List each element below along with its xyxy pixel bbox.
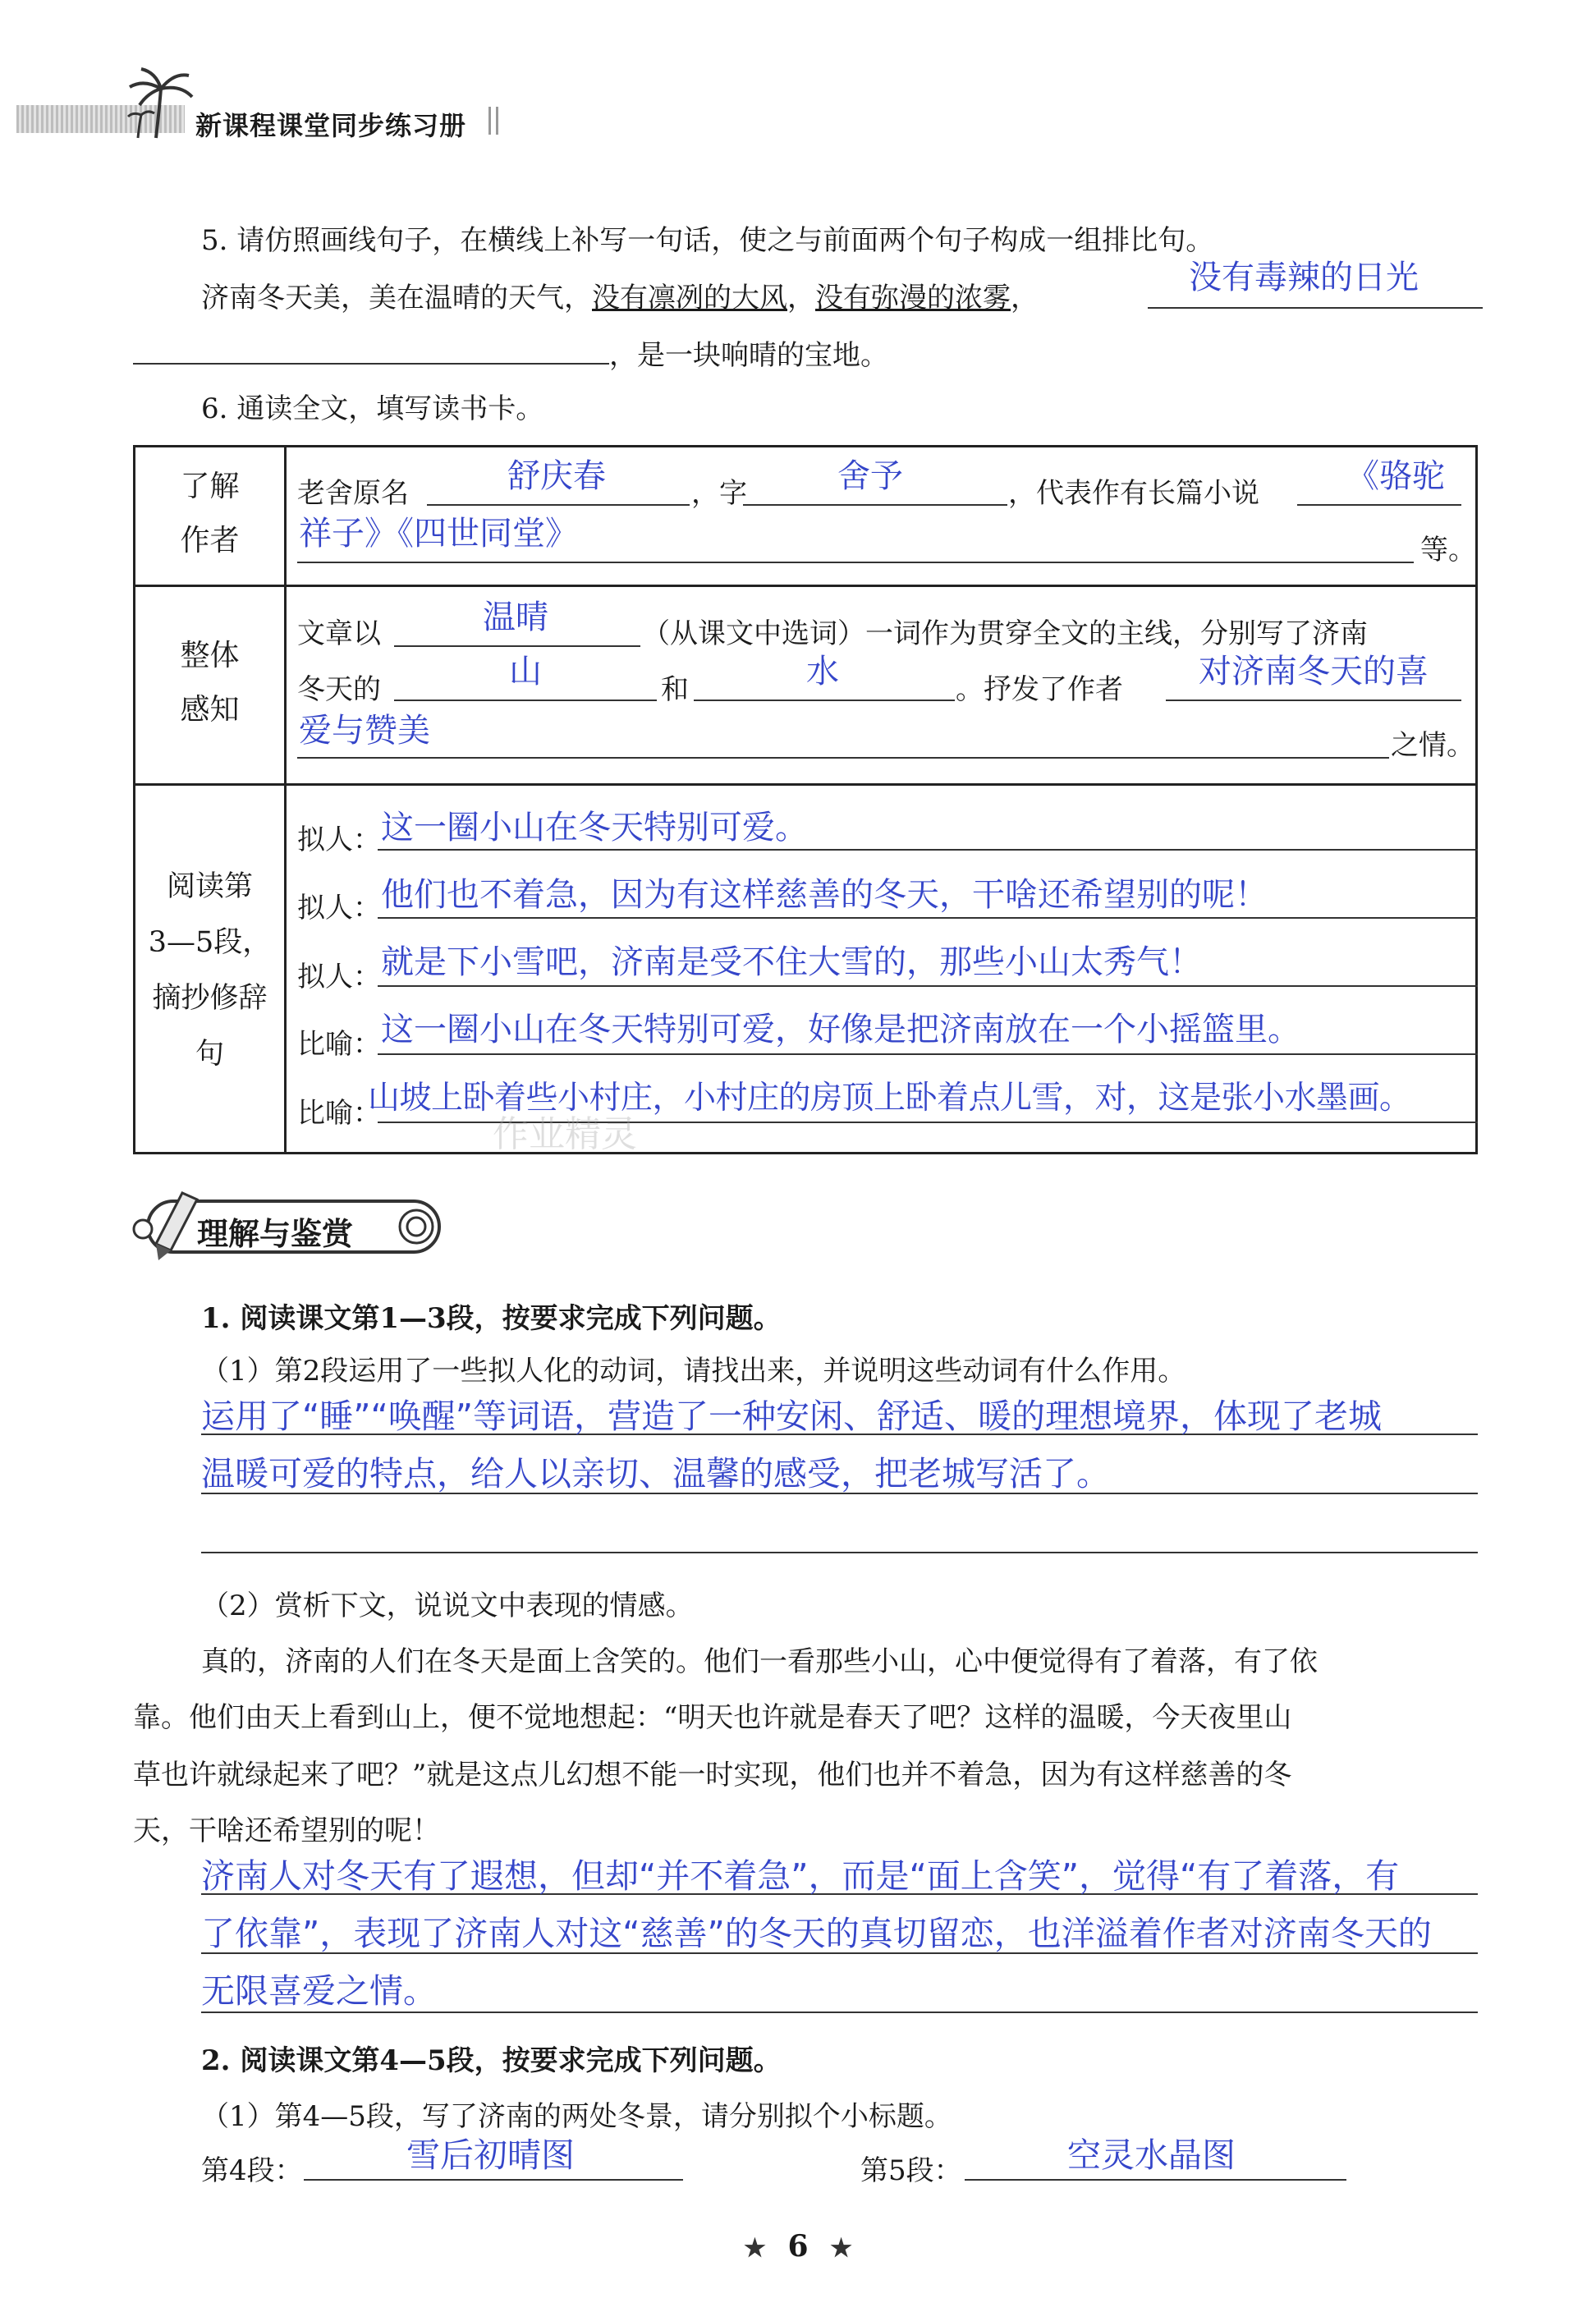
rhetoric-type: 拟人：: [297, 823, 381, 856]
blank-line: [1166, 700, 1461, 701]
passage-line: 草也许就绿起来了吧？”就是这点儿幻想不能一时实现，他们也并不着急，因为有这样慈善的冬: [133, 1759, 1292, 1791]
q5-underlined-1: 没有凛冽的大风: [592, 282, 787, 314]
q5-comma: ，: [1011, 282, 1039, 314]
u1-a2-line: 无限喜爱之情。: [201, 1971, 437, 2011]
star-icon: ★: [830, 2234, 852, 2263]
row2-text6: 之情。: [1391, 729, 1474, 762]
q5-text-a: 济南冬天美，美在温晴的天气，: [201, 282, 592, 314]
blank-line: [1297, 504, 1461, 506]
header-tick: [496, 107, 498, 135]
table-divider: [133, 783, 1478, 786]
answer-line: [965, 2179, 1346, 2181]
rhetoric-sentence: 这一圈小山在冬天特别可爱。: [381, 809, 808, 846]
watermark: 作业精灵: [493, 1113, 637, 1155]
row1-answer-work-cont: 祥子》《四世同堂》: [299, 515, 578, 553]
row1-answer-zi: 舍予: [837, 457, 903, 495]
rhetoric-type: 拟人：: [297, 892, 381, 924]
row1-text3: ，代表作有长篇小说: [1008, 477, 1259, 510]
q6-prompt: 6. 通读全文，填写读书卡。: [201, 392, 544, 425]
rhetoric-type: 比喻：: [297, 1097, 381, 1130]
blank-line: [297, 757, 1389, 759]
row1-answer-name: 舒庆春: [507, 457, 606, 495]
q5-line2-end: ，是一块响晴的宝地。: [609, 339, 888, 372]
rhetoric-sentence: 就是下小雪吧，济南是受不住大雪的，那些小山太秀气！: [381, 943, 1202, 981]
answer-line: [201, 1552, 1478, 1553]
label-line: 阅读第: [166, 870, 253, 903]
label-line: 摘抄修辞: [152, 982, 268, 1015]
table-divider: [284, 445, 287, 1154]
u1-a2-line: 了依靠”，表现了济南人对这“慈善”的冬天的真切留恋，也洋溢着作者对济南冬天的: [201, 1914, 1432, 1953]
star-icon: ★: [744, 2234, 766, 2263]
u1-heading: 1. 阅读课文第1—3段，按要求完成下列问题。: [201, 1302, 782, 1335]
row1-text2: ，字: [691, 477, 747, 510]
section-title: 理解与鉴赏: [197, 1216, 354, 1252]
row2-text3: 冬天的: [297, 673, 381, 706]
blank-line: [378, 985, 1478, 987]
blank-line: [694, 700, 955, 701]
q5-answer: 没有毒辣的日光: [1189, 259, 1419, 296]
q5-comma: ，: [787, 282, 815, 314]
row2-answer-water: 水: [806, 653, 839, 690]
label-line: 句: [195, 1038, 224, 1071]
label-line: 作者: [180, 524, 240, 557]
p4-label: 第4段：: [201, 2154, 303, 2187]
blank-line: [394, 700, 657, 701]
blank-line: [378, 849, 1478, 851]
row2-answer-mountain: 山: [509, 653, 542, 690]
blank-line: [378, 917, 1478, 919]
passage-line: 靠。他们由天上看到山上，便不觉地想起：“明天也许就是春天了吧？这样的温暖，今天夜里山: [133, 1701, 1292, 1734]
row2-text5: 。抒发了作者: [956, 673, 1123, 706]
passage-line: 真的，济南的人们在冬天是面上含笑的。他们一看那些小山，心中便觉得有了着落，有了依: [201, 1645, 1318, 1678]
answer-line: [304, 2179, 683, 2181]
u2-q1: （1）第4—5段，写了济南的两处冬景，请分别拟个小标题。: [201, 2100, 952, 2133]
page-footer: [0, 2229, 1596, 2264]
q5-prompt: 5. 请仿照画线句子，在横线上补写一句话，使之与前面两个句子构成一组排比句。: [201, 224, 1214, 257]
blank-line: [378, 1053, 1478, 1055]
p4-answer: 雪后初晴图: [406, 2135, 575, 2175]
palm-tree-icon: [123, 64, 197, 142]
q5-line1: [201, 275, 1039, 315]
q5-blank-line: [1148, 307, 1483, 309]
u1-q2: （2）赏析下文，说说文中表现的情感。: [201, 1590, 694, 1622]
row2-answer-emotion-cont: 爱与赞美: [299, 712, 430, 750]
label-line: 3—5段，: [148, 926, 272, 959]
q5-blank-line-2: [133, 363, 609, 365]
p5-label: 第5段：: [860, 2154, 962, 2187]
row2-label: [135, 629, 284, 737]
blank-line: [743, 504, 1007, 506]
u1-a2-line: 济南人对冬天有了遐想，但却“并不着急”，而是“面上含笑”，觉得“有了着落，有: [201, 1856, 1400, 1896]
blank-line: [427, 504, 690, 506]
u2-heading: 2. 阅读课文第4—5段，按要求完成下列问题。: [201, 2044, 782, 2077]
row1-label: [135, 460, 284, 568]
rhetoric-type: 拟人：: [297, 961, 381, 993]
row2-answer-emotion: 对济南冬天的喜: [1199, 653, 1429, 690]
row1-answer-work: 《骆驼: [1346, 457, 1445, 495]
rhetoric-sentence: 他们也不着急，因为有这样慈善的冬天，干啥还希望别的呢！: [381, 876, 1268, 914]
header-title: 新课程课堂同步练习册: [195, 110, 467, 141]
u1-a1-line: 温暖可爱的特点，给人以亲切、温馨的感受，把老城写活了。: [201, 1454, 1110, 1493]
u1-q1: （1）第2段运用了一些拟人化的动词，请找出来，并说明这些动词有什么作用。: [201, 1355, 1186, 1388]
row1-text1: 老舍原名: [297, 477, 409, 510]
row2-answer-keyword: 温晴: [483, 599, 548, 636]
label-line: 了解: [180, 470, 240, 503]
rhetoric-type: 比喻：: [297, 1028, 381, 1061]
rhetoric-sentence: 这一圈小山在冬天特别可爱，好像是把济南放在一个小摇篮里。: [381, 1011, 1300, 1048]
table-divider: [133, 585, 1478, 587]
header-tick: [488, 107, 491, 135]
u1-a1-line: 运用了“睡”“唤醒”等词语，营造了一种安闲、舒适、暖的理想境界，体现了老城: [201, 1397, 1382, 1436]
blank-line: [297, 562, 1414, 563]
passage-line: 天，干啥还希望别的呢！: [133, 1814, 440, 1847]
q5-underlined-2: 没有弥漫的浓雾: [815, 282, 1011, 314]
page-number: 6: [787, 2229, 809, 2264]
row2-text4: 和: [661, 673, 689, 706]
row1-text4: 等。: [1420, 534, 1476, 567]
label-line: 整体: [180, 639, 240, 672]
row3-label: [135, 859, 284, 1082]
row2-text1: 文章以: [297, 617, 381, 650]
rhetoric-sentence: 山坡上卧着些小村庄，小村庄的房顶上卧着点儿雪，对，这是张小水墨画。: [368, 1080, 1411, 1117]
label-line: 感知: [180, 693, 240, 727]
p5-answer: 空灵水晶图: [1067, 2135, 1236, 2175]
row2-text2: （从课文中选词）一词作为贯穿全文的主线，分别写了济南: [642, 617, 1368, 650]
